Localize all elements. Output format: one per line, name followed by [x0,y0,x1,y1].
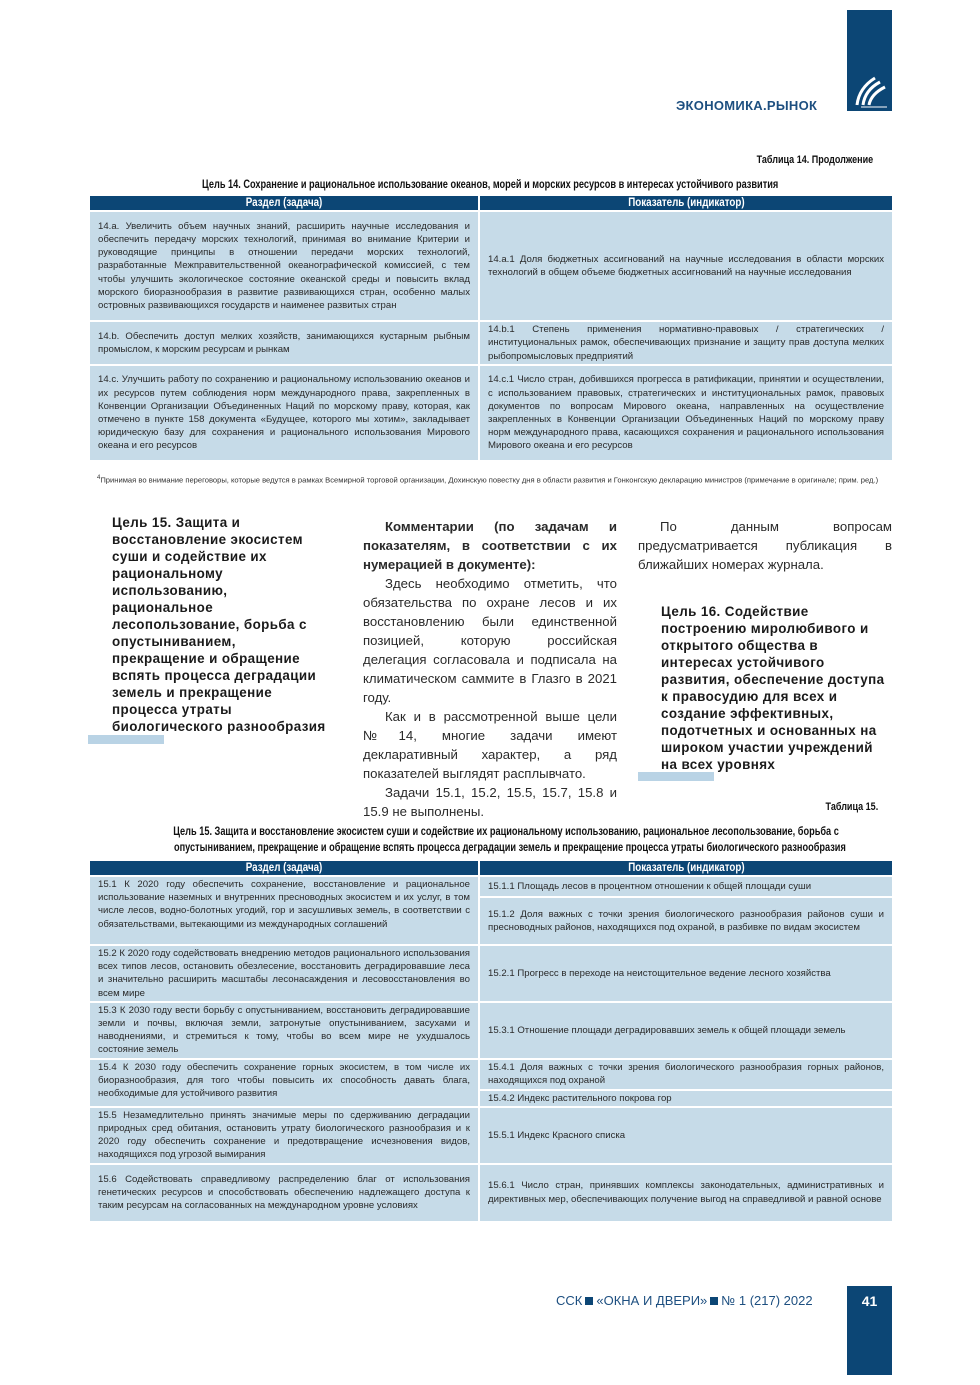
paragraph: По данным вопросам предусматривается публикация в ближайших номерах журнала. [638,519,892,572]
magazine-name: «ОКНА И ДВЕРИ» [596,1293,708,1308]
paragraph: Здесь необходимо отметить, что обязательства по охране лесов и их восстановлению были единственной позицией, которую российская делегация согласовала и подписала на климатическом саммите в Глазго в 2021 году. [363,576,617,705]
task-cell: 15.6 Содействовать справедливому распределению благ от использования генетических ресурсов и способствовать обеспечению надлежащего доступа к таким ресурсам на согласованных на международном уровне условиях [90,1165,478,1221]
table-row [90,1108,892,1163]
comments-column [363,517,617,821]
column-header: Раздел (задача) [90,196,478,210]
brand-bar-top [847,10,892,111]
square-bullet-icon [585,1297,593,1305]
task-cell: 15.5 Незамедлительно принять значимые меры по сдерживанию деградации природных сред обитания, остановить утрату биологического разнообразия и к 2020 году обеспечить сохранение и предотвращение исчезновения видов, находящихся под угрозой вымирания [90,1108,478,1163]
table14 [88,194,894,462]
footnote-text: Принимая во внимание переговоры, которые ведутся в рамках Всемирной торговой организации, Дохинскую повестку дня в области развития и Гонконгскую декларацию министров (примечание в оригинале; прим. ред.) [100,475,879,485]
task-cell: 15.3 К 2030 году вести борьбу с опустыниванием, восстановить деградировавшие земли и почвы, включая земли, затронутые опустыниванием, засухами и наводнениями, и стремиться к тому, чтобы во всем мире не ухудшалось состояние земель [90,1003,478,1058]
square-bullet-icon [710,1297,718,1305]
table15-title [90,824,890,856]
paragraph: Как и в рассмотренной выше цели №14, многие задачи имеют декларативный характер, а ряд показателей выглядят расплывчато. [363,709,617,781]
table-header [90,196,892,210]
table-row [90,946,892,1001]
indicator-cell: 15.1.1 Площадь лесов в процентном отношении к общей площади суши [480,877,892,896]
goal16-heading: Цель 16. Содействие построению миролюбивого и открытого общества в интересах устойчивого развития, обеспечение доступа к правосудию для всех и создание эффективных, подотчетных и основанных на широком участии учреждений на всех уровнях [661,604,885,772]
paragraph: Задачи 15.1, 15.2, 15.5, 15.7, 15.8 и 15.9 не выполнены. [363,785,617,819]
task-cell: 15.4 К 2030 году обеспечить сохранение горных экосистем, в том числе их биоразнообразия, для того чтобы повысить их способность давать блага, необходимые для устойчивого развития [90,1060,478,1106]
indicator-cell: 15.1.2 Доля важных с точки зрения биологического разнообразия районов суши и пресноводных районов, находящихся под охраной, в разбивке по видам экосистем [480,898,892,944]
table14-caption: Таблица 14. Продолжение [756,154,873,166]
table-row [90,1165,892,1221]
section-title: ЭКОНОМИКА.РЫНОК [676,98,818,113]
page-number: 41 [861,1293,878,1309]
table15-title-line: Цель 15. Защита и восстановление экосистем суши и содействие их рациональному использованию, рациональное лесопользование, борьба с [173,826,839,838]
table15 [88,859,894,1223]
indicator-cell: 15.3.1 Отношение площади деградировавших земель к общей площади земель [480,1003,892,1058]
table-row [90,366,892,460]
task-cell: 15.2 К 2020 году содействовать внедрению методов рационального использования всех типов лесов, остановить обезлесение, восстановить деградировавшие леса и значительно расширить масштабы лесонасаждения и лесовосстановления во всем мире [90,946,478,1001]
publisher: ССК [556,1293,583,1308]
footnote [97,473,885,486]
indicator-cell: 15.6.1 Число стран, принявших комплексы законодательных, административных и директивных мер, обеспечивающих получение выгод на справедливой и равной основе [480,1165,892,1221]
indicator-cell: 15.4.1 Доля важных с точки зрения биологического разнообразия горных районов, находящихся под охраной [480,1060,892,1089]
task-cell: 14.a. Увеличить объем научных знаний, расширить научные исследования и обеспечить передачу морских технологий, принимая во внимание Критерии и руководящие принципы в отношении передачи морских технологий, разработанные Межправительственной океанографической комиссией, с тем чтобы улучшить экологическое состояние океанской среды и повысить вклад морского биоразнообразия в развитие развивающихся стран, особенно малых островных развивающихся государств и наименее развитых стран [90,212,478,320]
table14-title-text: Цель 14. Сохранение и рациональное использование океанов, морей и морских ресурсов в интересах устойчивого развития [201,179,779,191]
goal15-heading: Цель 15. Защита и восстановление экосистем суши и содействие их рациональному использованию, рациональное лесопользование, борьба с опустыниванием, прекращение и обращение вспять процесса деградации земель и прекращение процесса утраты биологического разнообразия [112,515,326,734]
indicator-cell: 14.b.1 Степень применения нормативно-правовых / стратегических / институциональных рамок, обеспечивающих признание и защиту прав доступа мелких рыбопромысловых предприятий [480,322,892,364]
indicator-cell: 15.5.1 Индекс Красного списка [480,1108,892,1163]
indicator-cell: 14.c.1 Число стран, добившихся прогресса в ратификации, принятии и осуществлении, с использованием правовых, стратегических и институциональных рамок, правовых документов по вопросам Мирового океана, направленных на осуществление закрепленных в Конвенции Организации Объединенных Наций по морскому праву норм международного права, касающихся сохранения и рационального использования Мирового океана и его ресурсов [480,366,892,460]
table-row [90,877,892,896]
publication-info [556,1293,813,1308]
accent-bar [638,772,714,781]
table15-caption: Таблица 15. [825,801,878,813]
table-row [90,212,892,320]
accent-bar [88,735,164,744]
column-header: Раздел (задача) [90,861,478,875]
right-column [638,517,892,574]
table-row [90,322,892,364]
table15-title-line: опустыниванием, прекращение и обращение вспять процесса деградации земель и прекращение процесса утраты биологического разнообразия [173,842,846,854]
indicator-cell: 15.2.1 Прогресс в переходе на неистощительное ведение лесного хозяйства [480,946,892,1001]
column-header: Показатель (индикатор) [480,196,892,210]
comments-heading: Комментарии (по задачам и показателям, в соответствии с их нумерацией в документе): [363,519,617,572]
indicator-cell: 15.4.2 Индекс растительного покрова гор [480,1091,892,1106]
task-cell: 15.1 К 2020 году обеспечить сохранение, восстановление и рациональное использование наземных и внутренних пресноводных экосистем и их услуг, в том числе лесов, водно-болотных угодий, гор и засушливых земель, в соответствии с обязательствами, вытекающими из международных соглашений [90,877,478,944]
table-header [90,861,892,875]
task-cell: 14.c. Улучшить работу по сохранению и рациональному использованию океанов и их ресурсов путем соблюдения норм международного права, закрепленных в Конвенции Организации Объединенных Наций по морскому праву, которая, как отмечено в пункте 158 документа «Будущее, которого мы хотим», закладывает юридическую базу для сохранения и рационального использования Мирового океана и его ресурсов [90,366,478,460]
footnote-mark: 4 [97,475,101,481]
table14-title [90,177,890,193]
indicator-cell: 14.a.1 Доля бюджетных ассигнований на научные исследования в области морских технологий в общем объеме бюджетных ассигнований на научные исследования [480,212,892,320]
column-header: Показатель (индикатор) [480,861,892,875]
logo-icon [847,10,892,111]
task-cell: 14.b. Обеспечить доступ мелких хозяйств, занимающихся кустарным рыбным промыслом, к морским ресурсам и рынкам [90,322,478,364]
table-row [90,1003,892,1058]
issue-number: № 1 (217) 2022 [721,1293,813,1308]
table-row [90,1060,892,1089]
